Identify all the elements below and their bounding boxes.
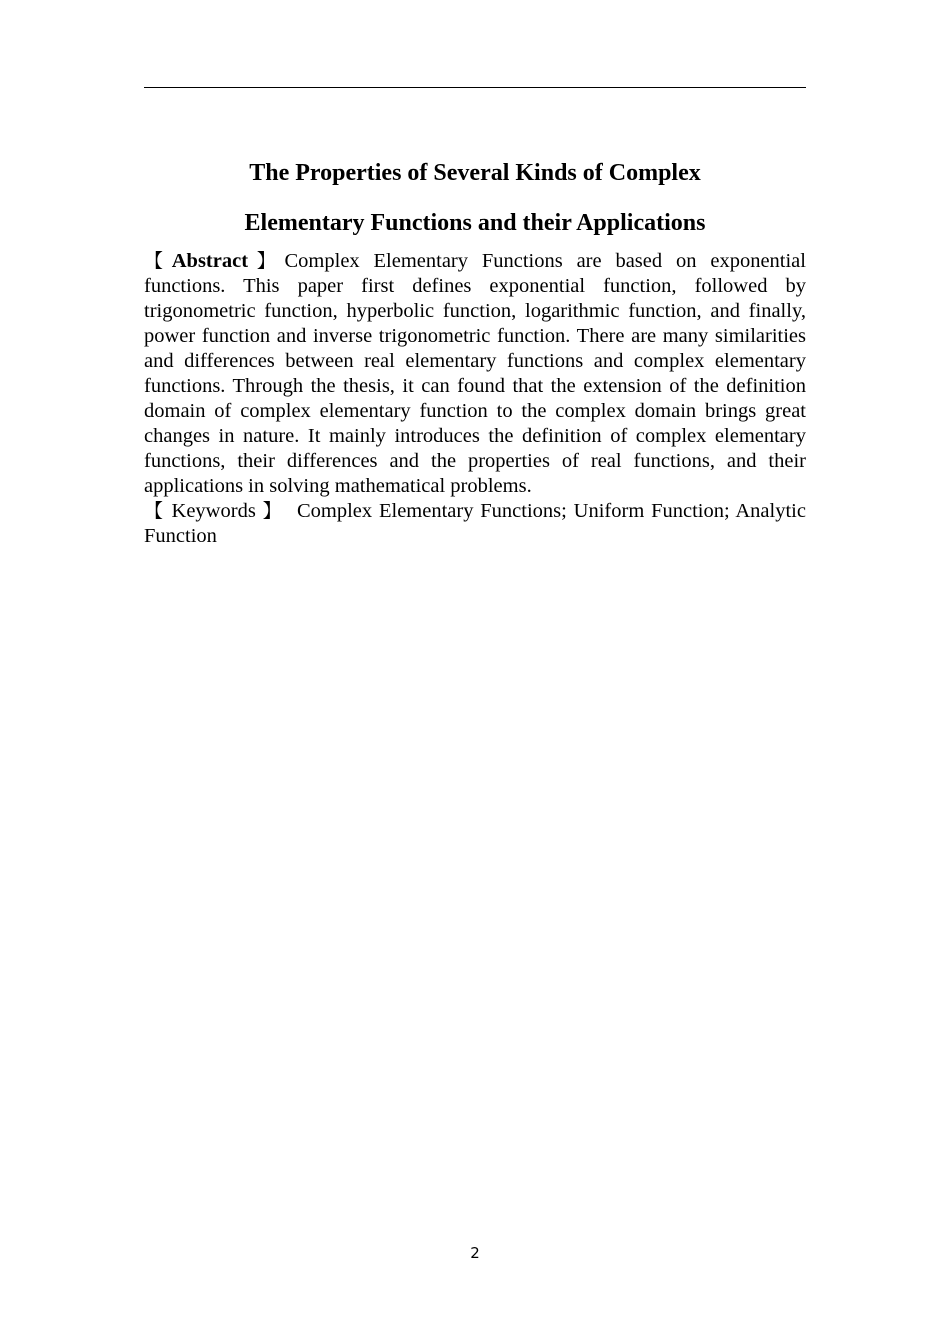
title-line-1: The Properties of Several Kinds of Complex	[249, 160, 701, 186]
header-rule	[144, 87, 806, 88]
abstract-label: Abstract	[171, 250, 249, 272]
page-number: 2	[470, 1244, 480, 1262]
paper-title	[144, 157, 806, 240]
abstract-bracket-open: 【	[144, 250, 172, 272]
keywords-bracket-open: 【	[144, 500, 165, 522]
abstract-section	[144, 249, 806, 549]
abstract-paragraph	[144, 249, 806, 499]
keywords-paragraph	[144, 499, 806, 549]
keywords-bracket-close: 】	[262, 500, 284, 522]
abstract-bracket-close: 】	[248, 250, 285, 272]
title-line-2: Elementary Functions and their Applications	[244, 210, 706, 236]
keywords-label: Keywords	[171, 500, 256, 522]
abstract-text: Complex Elementary Functions are based on exponential functions. This paper first defines exponential function, followed by trigonometric function, hyperbolic function, logarithmic function, and finally, power function and inverse trigonometric function. There are many similarities and differences between real elementary functions and complex elementary functions. Through the thesis, it can found that the extension of the definition domain of complex elementary function to the complex domain brings great changes in nature. It mainly introduces the definition of complex elementary functions, their differences and the properties of real functions, and their applications in solving mathematical problems.	[144, 250, 806, 497]
keywords-text: Complex Elementary Functions; Uniform Function; Analytic Function	[144, 500, 806, 547]
